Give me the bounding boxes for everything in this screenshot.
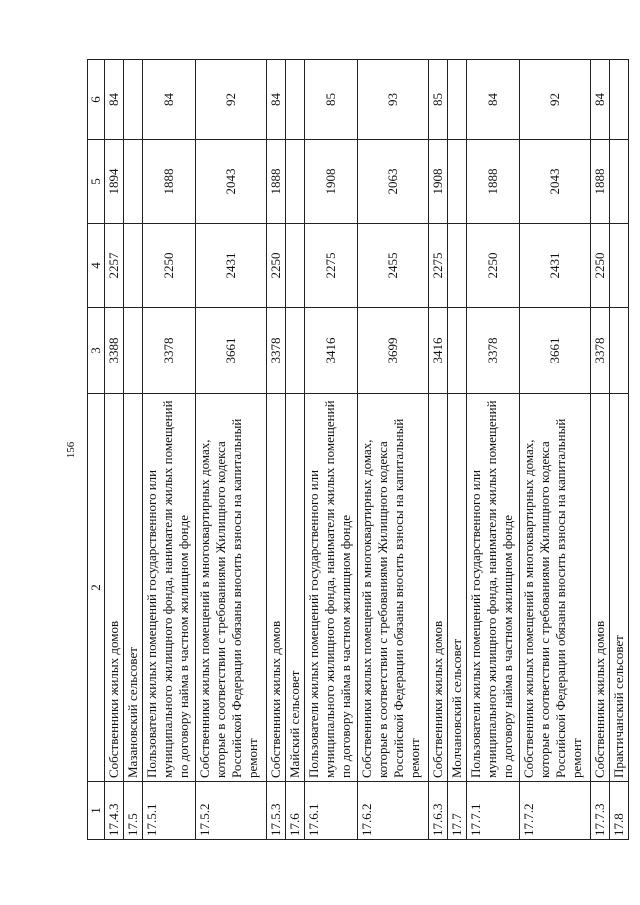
row-code: 17.6 bbox=[286, 782, 305, 840]
row-value-5 bbox=[124, 140, 143, 224]
row-value-5: 1908 bbox=[429, 140, 448, 224]
row-value-6: 84 bbox=[467, 60, 520, 140]
row-description: Пользователи жилых помещений государственного или муниципального жилищного фонда, наниматели жилых помещений по договору найма в частном жилищном фонде bbox=[143, 394, 196, 782]
row-description: Собственники жилых домов bbox=[105, 394, 124, 782]
row-value-6 bbox=[610, 60, 629, 140]
row-value-5: 2043 bbox=[196, 140, 267, 224]
row-code: 17.8 bbox=[610, 782, 629, 840]
row-value-6: 93 bbox=[358, 60, 429, 140]
row-value-6: 84 bbox=[105, 60, 124, 140]
table-row bbox=[305, 60, 358, 840]
rotated-table-container bbox=[87, 60, 626, 840]
row-value-6: 92 bbox=[196, 60, 267, 140]
row-value-6 bbox=[448, 60, 467, 140]
row-value-4: 2275 bbox=[305, 224, 358, 308]
row-code: 17.5.3 bbox=[267, 782, 286, 840]
row-value-4 bbox=[124, 224, 143, 308]
table-row bbox=[448, 60, 467, 840]
row-description: Пользователи жилых помещений государственного или муниципального жилищного фонда, наниматели жилых помещений по договору найма в частном жилищном фонде bbox=[467, 394, 520, 782]
page-number: 156 bbox=[65, 441, 77, 459]
row-value-4 bbox=[448, 224, 467, 308]
row-value-5: 1888 bbox=[267, 140, 286, 224]
row-description: Собственники жилых помещений в многоквартирных домах, которые в соответствии с требованиями Жилищного кодекса Российской Федерации обязаны вносить взносы на капитальный ремонт bbox=[520, 394, 591, 782]
row-description: Собственники жилых помещений в многоквартирных домах, которые в соответствии с требованиями Жилищного кодекса Российской Федерации обязаны вносить взносы на капитальный ремонт bbox=[196, 394, 267, 782]
row-value-3: 3378 bbox=[591, 308, 610, 394]
row-description: Майский сельсовет bbox=[286, 394, 305, 782]
row-value-4: 2250 bbox=[467, 224, 520, 308]
row-code: 17.6.3 bbox=[429, 782, 448, 840]
row-value-3 bbox=[124, 308, 143, 394]
col-header: 5 bbox=[88, 140, 105, 224]
row-value-5: 1894 bbox=[105, 140, 124, 224]
row-value-3: 3416 bbox=[305, 308, 358, 394]
table-header-row bbox=[88, 60, 105, 840]
row-value-4: 2275 bbox=[429, 224, 448, 308]
row-value-4: 2250 bbox=[267, 224, 286, 308]
row-code: 17.5.2 bbox=[196, 782, 267, 840]
row-value-3 bbox=[286, 308, 305, 394]
row-value-5: 1888 bbox=[143, 140, 196, 224]
tariff-table bbox=[87, 59, 629, 840]
row-code: 17.7.3 bbox=[591, 782, 610, 840]
row-description: Молчановский сельсовет bbox=[448, 394, 467, 782]
row-value-3 bbox=[610, 308, 629, 394]
row-code: 17.6.1 bbox=[305, 782, 358, 840]
row-code: 17.6.2 bbox=[358, 782, 429, 840]
row-value-6: 84 bbox=[267, 60, 286, 140]
row-code: 17.4.3 bbox=[105, 782, 124, 840]
row-value-5 bbox=[448, 140, 467, 224]
table-row bbox=[267, 60, 286, 840]
table-row bbox=[286, 60, 305, 840]
row-value-4 bbox=[286, 224, 305, 308]
table-row bbox=[105, 60, 124, 840]
row-value-4: 2250 bbox=[591, 224, 610, 308]
row-code: 17.7 bbox=[448, 782, 467, 840]
row-code: 17.5 bbox=[124, 782, 143, 840]
row-value-5: 1888 bbox=[591, 140, 610, 224]
row-description: Собственники жилых домов bbox=[591, 394, 610, 782]
row-value-4: 2250 bbox=[143, 224, 196, 308]
table-row bbox=[610, 60, 629, 840]
table-row bbox=[358, 60, 429, 840]
row-value-6 bbox=[124, 60, 143, 140]
table-row bbox=[467, 60, 520, 840]
row-value-3: 3661 bbox=[196, 308, 267, 394]
row-code: 17.5.1 bbox=[143, 782, 196, 840]
row-description: Собственники жилых домов bbox=[267, 394, 286, 782]
row-description: Собственники жилых помещений в многоквартирных домах, которые в соответствии с требованиями Жилищного кодекса Российской Федерации обязаны вносить взносы на капитальный ремонт bbox=[358, 394, 429, 782]
col-header: 2 bbox=[88, 394, 105, 782]
row-value-3: 3388 bbox=[105, 308, 124, 394]
table-row bbox=[143, 60, 196, 840]
row-value-5: 2063 bbox=[358, 140, 429, 224]
row-value-6: 92 bbox=[520, 60, 591, 140]
row-value-3: 3416 bbox=[429, 308, 448, 394]
row-value-6: 85 bbox=[305, 60, 358, 140]
col-header: 1 bbox=[88, 782, 105, 840]
row-value-3 bbox=[448, 308, 467, 394]
col-header: 6 bbox=[88, 60, 105, 140]
row-value-4: 2257 bbox=[105, 224, 124, 308]
row-description: Пользователи жилых помещений государственного или муниципального жилищного фонда, наниматели жилых помещений по договору найма в частном жилищном фонде bbox=[305, 394, 358, 782]
row-value-5 bbox=[610, 140, 629, 224]
row-code: 17.7.2 bbox=[520, 782, 591, 840]
col-header: 4 bbox=[88, 224, 105, 308]
table-row bbox=[429, 60, 448, 840]
col-header: 3 bbox=[88, 308, 105, 394]
row-value-5: 1888 bbox=[467, 140, 520, 224]
row-value-4: 2431 bbox=[196, 224, 267, 308]
row-code: 17.7.1 bbox=[467, 782, 520, 840]
row-value-5: 1908 bbox=[305, 140, 358, 224]
row-value-3: 3378 bbox=[143, 308, 196, 394]
row-value-3: 3378 bbox=[267, 308, 286, 394]
row-description: Мазановский сельсовет bbox=[124, 394, 143, 782]
table-row bbox=[520, 60, 591, 840]
row-description: Собственники жилых домов bbox=[429, 394, 448, 782]
row-value-5 bbox=[286, 140, 305, 224]
row-value-6 bbox=[286, 60, 305, 140]
row-value-6: 84 bbox=[143, 60, 196, 140]
row-description: Практичанский сельсовет bbox=[610, 394, 629, 782]
row-value-6: 84 bbox=[591, 60, 610, 140]
row-value-4: 2455 bbox=[358, 224, 429, 308]
row-value-3: 3661 bbox=[520, 308, 591, 394]
row-value-3: 3699 bbox=[358, 308, 429, 394]
row-value-4 bbox=[610, 224, 629, 308]
row-value-6: 85 bbox=[429, 60, 448, 140]
table-row bbox=[196, 60, 267, 840]
row-value-4: 2431 bbox=[520, 224, 591, 308]
table-row bbox=[591, 60, 610, 840]
row-value-5: 2043 bbox=[520, 140, 591, 224]
table-row bbox=[124, 60, 143, 840]
row-value-3: 3378 bbox=[467, 308, 520, 394]
